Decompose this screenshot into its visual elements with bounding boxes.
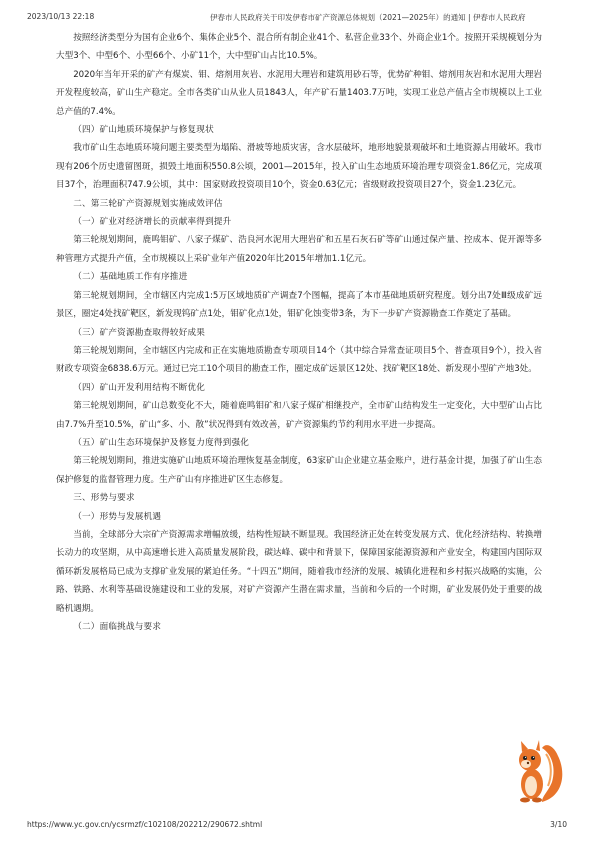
section-heading: （四）矿山地质环境保护与修复现状 — [73, 125, 214, 136]
paragraph: 第三轮规划期间，鹿鸣钼矿、八家子煤矿、浩良河水泥用大理岩矿和五星石灰石矿等矿山通过保产量、控成本、促开源等多种管理方式提升产值，全市规模以上采矿业年产值2020年比2015年增加1.1亿元。 — [56, 235, 542, 264]
section-heading: 三、形势与要求 — [73, 493, 135, 504]
subsection-heading: （五）矿山生态环境保护及修复力度得到强化 — [73, 437, 250, 448]
section-heading: 二、第三轮矿产资源规划实施成效评估 — [73, 198, 223, 209]
print-datetime: 2023/10/13 22:18 — [27, 12, 95, 21]
paragraph: 当前，全球部分大宗矿产资源需求增幅放缓，结构性短缺不断显现。我国经济正处在转变发展方式、优化经济结构、转换增长动力的攻坚期，从中高速增长进入高质量发展阶段，碳达峰、碳中和背景下，保障国家能源资源和产业安全，构建国内国际双循环新发展格局已成为支撑矿业发展的紧迫任务。“十四五”期间，随着我市经济的发展、城镇化进程和乡村振兴战略的实施，公路、铁路、水利等基础设施建设和工业的发展，对矿产资源产生潜在需求量，当前和今后的一个时期，矿业发展仍处于重要的战略机遇期。 — [56, 529, 542, 614]
squirrel-mascot-icon[interactable] — [512, 732, 566, 808]
article-body — [56, 29, 542, 636]
page-number: 3/10 — [550, 820, 567, 829]
page-header — [27, 12, 567, 24]
subsection-heading: （二）基础地质工作有序推进 — [73, 272, 188, 283]
paragraph: 2020年当年开采的矿产有煤炭、钼、熔剂用灰岩、水泥用大理岩和建筑用砂石等，优势矿种钼、熔剂用灰岩和水泥用大理岩开发程度较高，矿山生产稳定。全市各类矿山从业人员1843人，年产矿石量1403.7万吨，实现工业总产值占全市规模以上工业总产值的7.4%。 — [56, 69, 542, 117]
paragraph: 第三轮规划期间，全市辖区内完成和正在实施地质勘查专项项目14个（其中综合异常查证项目5个、普查项目9个），投入省财政专项资金6838.6万元。通过已完工10个项目的勘查工作，圈定成矿远景区12处、找矿靶区18处、新发现小型矿产地3处。 — [56, 345, 542, 375]
paragraph: 我市矿山生态地质环境问题主要类型为塌陷、滑坡等地质灾害，含水层破坏，地形地貌景观破坏和土地资源占用破坏。我市现有206个历史遗留图斑，损毁土地面积550.8公顷，2001—2015年，投入矿山生态地质环境治理专项资金1.86亿元，完成项目37个，治理面积747.9公顷，其中：国家财政投资项目10个，资金0.63亿元；省级财政投资项目27个，资金1.23亿元。 — [56, 143, 542, 191]
paragraph: 按照经济类型分为国有企业6个、集体企业5个、混合所有制企业41个、私营企业33个、外商企业1个。按照开采规模划分为大型3个、中型6个、小型66个、小矿11个，大中型矿山占比10.5%。 — [56, 33, 542, 62]
subsection-heading: （二）面临挑战与要求 — [73, 622, 162, 632]
subsection-heading: （一）矿业对经济增长的贡献率得到提升 — [73, 217, 232, 228]
print-page-title: 伊春市人民政府关于印发伊春市矿产资源总体规划（2021—2025年）的通知 | 伊春市人民政府 — [210, 13, 526, 22]
source-url[interactable]: https://www.yc.gov.cn/ycsrmzf/c102108/202212/290672.shtml — [27, 820, 263, 829]
subsection-heading: （三）矿产资源勘查取得较好成果 — [73, 327, 206, 338]
paragraph: 第三轮规划期间，矿山总数变化不大，随着鹿鸣钼矿和八家子煤矿相继投产，全市矿山结构发生一定变化，大中型矿山占比由7.7%升至10.5%，矿山“多、小、散”状况得到有效改善，矿产资源集约节约利用水平进一步提高。 — [56, 401, 542, 430]
subsection-heading: （一）形势与发展机遇 — [73, 511, 162, 522]
subsection-heading: （四）矿山开发利用结构不断优化 — [73, 382, 206, 393]
paragraph: 第三轮规划期间，推进实施矿山地质环境治理恢复基金制度，63家矿山企业建立基金账户，进行基金计提，加强了矿山生态保护修复的监督管理力度。生产矿山有序推进矿区生态修复。 — [56, 456, 542, 485]
paragraph: 第三轮规划期间，全市辖区内完成1:5万区域地质矿产调查7个图幅，提高了本市基础地质研究程度。划分出7处Ⅲ级成矿远景区，圈定4处找矿靶区，新发现钨矿点1处，钼矿化点1处，钼矿化蚀变带3条，为下一步矿产资源勘查工作奠定了基础。 — [56, 290, 542, 320]
